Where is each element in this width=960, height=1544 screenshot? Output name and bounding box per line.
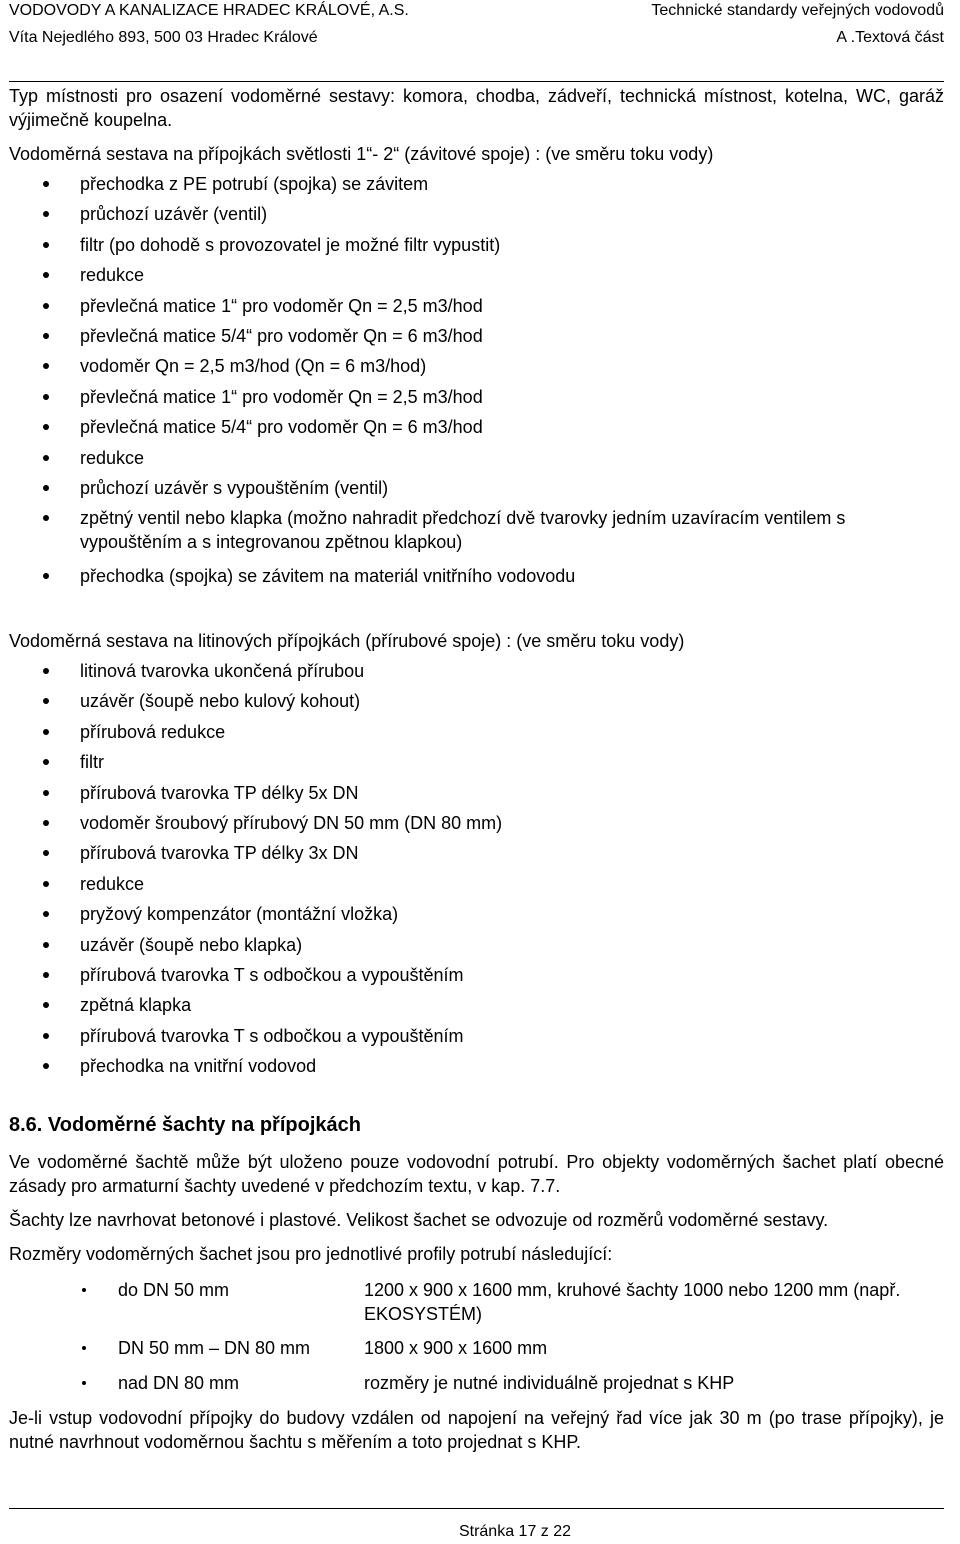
list-item: vodoměr Qn = 2,5 m3/hod (Qn = 6 m3/hod) — [0, 354, 950, 378]
list-item: převlečná matice 1“ pro vodoměr Qn = 2,5 m3/hod — [0, 385, 950, 409]
bullet-icon — [43, 303, 49, 309]
bullet-icon — [43, 211, 49, 217]
bullet-icon — [43, 424, 49, 430]
list-item: pryžový kompenzátor (montážní vložka) — [0, 902, 950, 926]
shaft-paragraph-1: Ve vodoměrné šachtě může být uloženo pouze vodovodní potrubí. Pro objekty vodoměrných šachet platí obecné zásady pro armaturní šachty uvedené v předchozím textu, v kap. 7.7. — [9, 1152, 944, 1196]
list-item: průchozí uzávěr s vypouštěním (ventil) — [0, 476, 950, 500]
list-item: uzávěr (šoupě nebo kulový kohout) — [0, 689, 950, 713]
list-item: filtr — [0, 750, 950, 774]
list-item: přírubová redukce — [0, 720, 950, 744]
bullet-icon — [43, 485, 49, 491]
document-part: A .Textová část — [836, 29, 944, 46]
shaft-paragraph-3: Rozměry vodoměrných šachet jsou pro jednotlivé profily potrubí následující: — [9, 1244, 613, 1264]
bullet-icon — [43, 790, 49, 796]
list-item: převlečná matice 5/4“ pro vodoměr Qn = 6 m3/hod — [0, 415, 950, 439]
header-line-1 — [9, 0, 944, 22]
list-item: převlečná matice 1“ pro vodoměr Qn = 2,5 m3/hod — [0, 294, 950, 318]
list-item: přírubová tvarovka TP délky 5x DN — [0, 781, 950, 805]
list-item: přechodka na vnitřní vodovod — [0, 1054, 950, 1078]
shaft-size: rozměry je nutné individuálně projednat s KHP — [364, 1373, 735, 1393]
bullet-icon — [43, 759, 49, 765]
list-item: přírubová tvarovka TP délky 3x DN — [0, 841, 950, 865]
bullet-icon — [43, 668, 49, 674]
room-types-paragraph: Typ místnosti pro osazení vodoměrné sestavy: komora, chodba, zádveří, technická místnost, kotelna, WC, garáž výjimečně koupelna. — [9, 86, 944, 130]
bullet-icon — [43, 729, 49, 735]
table-row — [0, 1336, 960, 1360]
bullet-icon — [43, 972, 49, 978]
bullet-icon — [43, 1063, 49, 1069]
bullet-icon — [43, 698, 49, 704]
header-rule — [9, 81, 944, 82]
bullet-icon — [43, 573, 49, 579]
table-row — [0, 1278, 960, 1326]
pipe-profile: DN 50 mm – DN 80 mm — [118, 1338, 311, 1358]
list-item: přírubová tvarovka T s odbočkou a vypouštěním — [0, 1024, 950, 1048]
bullet-icon — [43, 911, 49, 917]
bullet-icon — [43, 333, 49, 339]
threaded-assembly-title: Vodoměrná sestava na přípojkách světlosti 1“- 2“ (závitové spoje) : (ve směru toku vody) — [9, 144, 714, 164]
bullet-icon — [82, 1381, 86, 1385]
flanged-assembly-list — [0, 659, 950, 1084]
bullet-icon — [43, 363, 49, 369]
list-item: vodoměr šroubový přírubový DN 50 mm (DN 80 mm) — [0, 811, 950, 835]
section-heading: 8.6. Vodoměrné šachty na přípojkách — [9, 1114, 361, 1136]
bullet-icon — [43, 942, 49, 948]
list-item: redukce — [0, 263, 950, 287]
bullet-icon — [43, 1033, 49, 1039]
bullet-icon — [43, 455, 49, 461]
list-item: uzávěr (šoupě nebo klapka) — [0, 933, 950, 957]
bullet-icon — [43, 394, 49, 400]
list-item: průchozí uzávěr (ventil) — [0, 202, 950, 226]
list-item: redukce — [0, 446, 950, 470]
shaft-paragraph-4: Je-li vstup vodovodní přípojky do budovy vzdálen od napojení na veřejný řad více jak 30 m (po trase přípojky), je nutné navrhnout vodoměrnou šachtu s měřením a toto projednat s KHP. — [9, 1408, 944, 1452]
bullet-icon — [43, 1002, 49, 1008]
bullet-icon — [82, 1288, 86, 1292]
list-item: přechodka (spojka) se závitem na materiál vnitřního vodovodu — [0, 564, 950, 588]
bullet-icon — [82, 1346, 86, 1350]
list-item: redukce — [0, 872, 950, 896]
page-footer — [0, 1522, 960, 1542]
header-line-2 — [9, 27, 944, 49]
company-address: Víta Nejedlého 893, 500 03 Hradec Králové — [9, 29, 318, 46]
flanged-assembly-title: Vodoměrná sestava na litinových přípojkách (přírubové spoje) : (ve směru toku vody) — [9, 631, 685, 651]
list-item: zpětný ventil nebo klapka (možno nahradit předchozí dvě tvarovky jedním uzavíracím ventilem s vypouštěním a s integrovanou zpětnou klapkou) — [0, 506, 950, 554]
bullet-icon — [43, 181, 49, 187]
bullet-icon — [43, 820, 49, 826]
pipe-profile: nad DN 80 mm — [118, 1373, 240, 1393]
bullet-icon — [43, 515, 49, 521]
list-item: litinová tvarovka ukončená přírubou — [0, 659, 950, 683]
shaft-paragraph-2: Šachty lze navrhovat betonové i plastové. Velikost šachet se odvozuje od rozměrů vodoměrné sestavy. — [9, 1210, 829, 1230]
bullet-icon — [43, 272, 49, 278]
shaft-size: 1200 x 900 x 1600 mm, kruhové šachty 1000 nebo 1200 mm (např. EKOSYSTÉM) — [364, 1280, 901, 1324]
bullet-icon — [43, 881, 49, 887]
shaft-size: 1800 x 900 x 1600 mm — [364, 1338, 548, 1358]
table-row — [0, 1371, 960, 1395]
page-number: Stránka 17 z 22 — [458, 1523, 572, 1540]
document-title: Technické standardy veřejných vodovodů — [651, 2, 944, 19]
company-name: VODOVODY A KANALIZACE HRADEC KRÁLOVÉ, A.S. — [9, 2, 409, 19]
bullet-icon — [43, 242, 49, 248]
list-item: filtr (po dohodě s provozovatel je možné filtr vypustit) — [0, 233, 950, 257]
pipe-profile: do DN 50 mm — [118, 1280, 230, 1300]
list-item: přírubová tvarovka T s odbočkou a vypouštěním — [0, 963, 950, 987]
bullet-icon — [43, 850, 49, 856]
list-item: zpětná klapka — [0, 993, 950, 1017]
footer-rule — [9, 1508, 944, 1509]
threaded-assembly-list — [0, 172, 950, 595]
list-item: převlečná matice 5/4“ pro vodoměr Qn = 6 m3/hod — [0, 324, 950, 348]
list-item: přechodka z PE potrubí (spojka) se závitem — [0, 172, 950, 196]
shaft-size-table — [0, 1278, 960, 1395]
